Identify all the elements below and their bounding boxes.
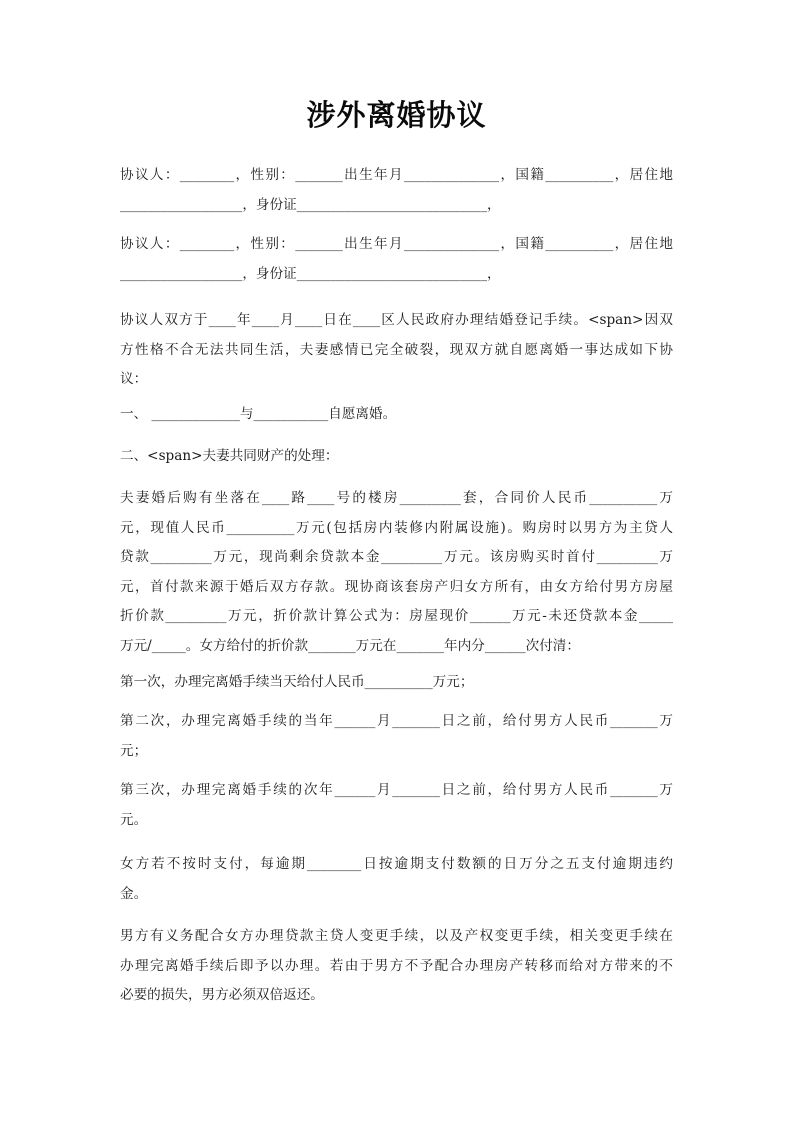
text-line: 男方有义务配合女方办理贷款主贷人变更手续，以及产权变更手续，相关变更手续在	[120, 928, 673, 944]
paragraph-marriage-background	[120, 306, 673, 395]
paragraph-property	[120, 484, 673, 661]
text-line: 一、 _____________与___________自愿离婚。	[120, 406, 397, 422]
text-line: __________________，身份证____________________________，	[120, 196, 501, 213]
text-line: 贷款_________万元，现尚剩余贷款本金_________万元。该房购买时首付_________万	[120, 549, 673, 565]
paragraph-transfer-obligation	[120, 922, 673, 1011]
paragraph-payment-3	[120, 776, 673, 835]
paragraph-party-1	[120, 161, 673, 220]
text-line: __________________，身份证____________________________，	[120, 265, 501, 282]
text-line: 元，首付款来源于婚后双方存款。现协商该套房产归女方所有，由女方给付男方房屋	[120, 578, 673, 595]
text-line: 元。	[120, 811, 148, 828]
text-line: 第二次，办理完离婚手续的当年______月_______日之前，给付男方人民币_______万	[120, 713, 673, 729]
text-line: 夫妻婚后购有坐落在____路____号的楼房_________套，合同价人民币__________万	[120, 490, 673, 506]
text-line: 方性格不合无法共同生活，夫妻感情已完全破裂，现双方就自愿离婚一事达成如下协	[120, 341, 673, 358]
text-line: 金。	[120, 885, 148, 902]
text-line: 万元/_____。女方给付的折价款_______万元在_______年内分______次付清：	[120, 637, 580, 654]
text-line: 必要的损失，男方必须双倍返还。	[120, 987, 324, 1003]
text-line: 第三次，办理完离婚手续的次年______月_______日之前，给付男方人民币_______万	[120, 782, 673, 798]
text-line: 协议人：________，性别：_______出生年月______________，国籍__________，居住地	[120, 236, 673, 252]
paragraph-party-2	[120, 230, 673, 289]
section-heading: 二、<span>夫妻共同财产的处理：	[120, 448, 339, 464]
text-line: 女方若不按时支付，每逾期________日按逾期支付数额的日万分之五支付逾期违约	[120, 856, 673, 872]
paragraph-payment-1	[120, 668, 673, 698]
paragraph-late-penalty	[120, 850, 673, 909]
paragraph-clause-2-heading	[120, 442, 673, 472]
text-line: 折价款_________万元，折价款计算公式为：房屋现价______万元-未还贷款本金_____	[120, 608, 673, 624]
paragraph-clause-1	[120, 400, 673, 430]
text-line: 协议人：________，性别：_______出生年月______________，国籍__________，居住地	[120, 167, 673, 183]
text-line: 办理完离婚手续后即予以办理。若由于男方不予配合办理房产转移而给对方带来的不	[120, 957, 673, 974]
text-line: 协议人双方于____年____月____日在____区人民政府办理结婚登记手续。<span>因双	[120, 312, 673, 328]
paragraph-payment-2	[120, 707, 673, 766]
text-line: 元；	[120, 742, 148, 759]
text-line: 第一次，办理完离婚手续当天给付人民币__________万元；	[120, 674, 474, 690]
text-line: 元，现值人民币__________万元(包括房内装修内附属设施)。购房时以男方为主贷人	[120, 519, 673, 536]
text-line: 议：	[120, 371, 148, 387]
document-title: 涉外离婚协议	[306, 98, 487, 132]
